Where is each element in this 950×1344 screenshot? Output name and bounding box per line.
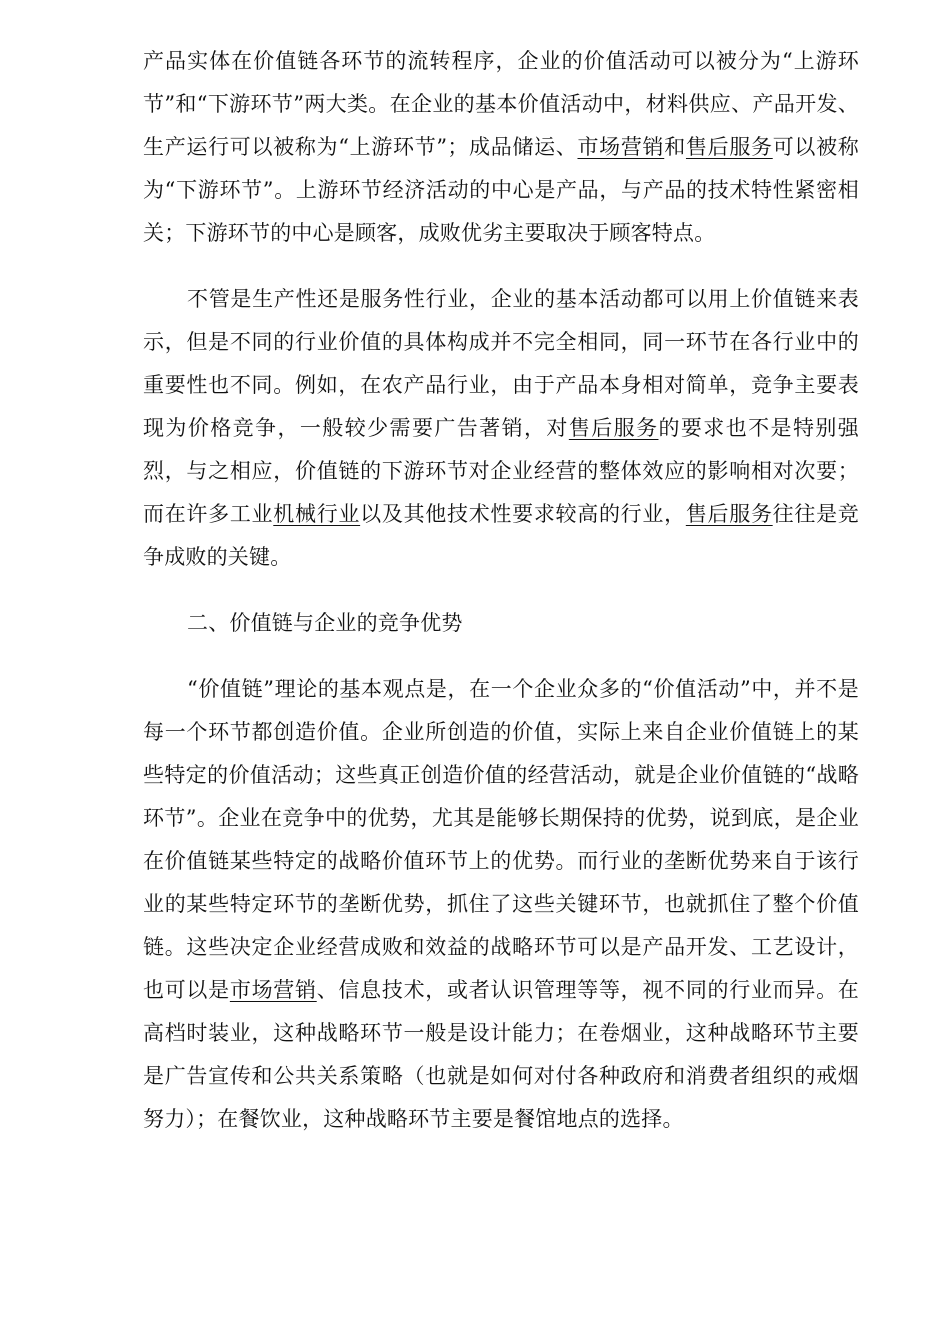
paragraph-gap xyxy=(143,255,859,278)
text-run: 可以被称为“下游环节”。上游环节经济活动的中心是产品，与产品的技术特性紧密相关；下游环节的中心是顾客，成败优劣主要取决于顾客特点。 xyxy=(143,135,859,245)
text-run: 和 xyxy=(664,135,686,159)
paragraph-value-chain-stages xyxy=(143,40,859,255)
link-marketing[interactable]: 市场营销 xyxy=(229,978,317,1002)
link-after-sales-service[interactable]: 售后服务 xyxy=(568,416,659,440)
paragraph-gap xyxy=(143,645,859,668)
link-machinery-industry[interactable]: 机械行业 xyxy=(273,502,361,526)
text-run: 、信息技术，或者认识管理等等，视不同的行业而异。在高档时装业，这种战略环节一般是设计能力；在卷烟业，这种战略环节主要是广告宣传和公共关系策略（也就是如何对付各种政府和消费者组织的戒烟努力）；在餐饮业，这种战略环节主要是餐馆地点的选择。 xyxy=(143,978,859,1131)
section-heading: 二、价值链与企业的竞争优势 xyxy=(187,611,463,635)
link-marketing[interactable]: 市场营销 xyxy=(577,135,665,159)
link-after-sales-service[interactable]: 售后服务 xyxy=(685,502,773,526)
paragraph-gap xyxy=(143,579,859,602)
document-page xyxy=(143,40,859,1141)
text-run: “价值链”理论的基本观点是，在一个企业众多的“价值活动”中，并不是每一个环节都创造价值。企业所创造的价值，实际上来自企业价值链上的某些特定的价值活动；这些真正创造价值的经营活动，就是企业价值链的“战略环节”。企业在竞争中的优势，尤其是能够长期保持的优势，说到底，是企业在价值链某些特定的战略价值环节上的优势。而行业的垄断优势来自于该行业的某些特定环节的垄断优势，抓住了这些关键环节，也就抓住了整个价值链。这些决定企业经营成败和效益的战略环节可以是产品开发、工艺设计，也可以是 xyxy=(143,677,859,1002)
text-run: 以及其他技术性要求较高的行业， xyxy=(360,502,686,526)
link-after-sales-service[interactable]: 售后服务 xyxy=(685,135,773,159)
text-run: 产品实体在价值链各环节的流转程序，企业的价值活动可以被分为“上游环节”和“下游环节”两大类。在企业的基本价值活动中，材料供应、产品开发、生产运行可以被称为“上游环节”；成品储运、 xyxy=(143,49,859,159)
paragraph-industry-differences xyxy=(143,278,859,579)
text-run: 的要求也不是特别强烈，与之相应，价值链的下游环节对企业经营的整体效应的影响相对次要；而在许多工业 xyxy=(143,416,859,526)
text-run: 往往是竞争成败的关键。 xyxy=(143,502,860,569)
text-run: 不管是生产性还是服务性行业，企业的基本活动都可以用上价值链来表示，但是不同的行业价值的具体构成并不完全相同，同一环节在各行业中的重要性也不同。例如，在农产品行业，由于产品本身相对简单，竞争主要表现为价格竞争，一般较少需要广告著销，对 xyxy=(143,287,859,440)
paragraph-strategic-links xyxy=(143,668,859,1141)
